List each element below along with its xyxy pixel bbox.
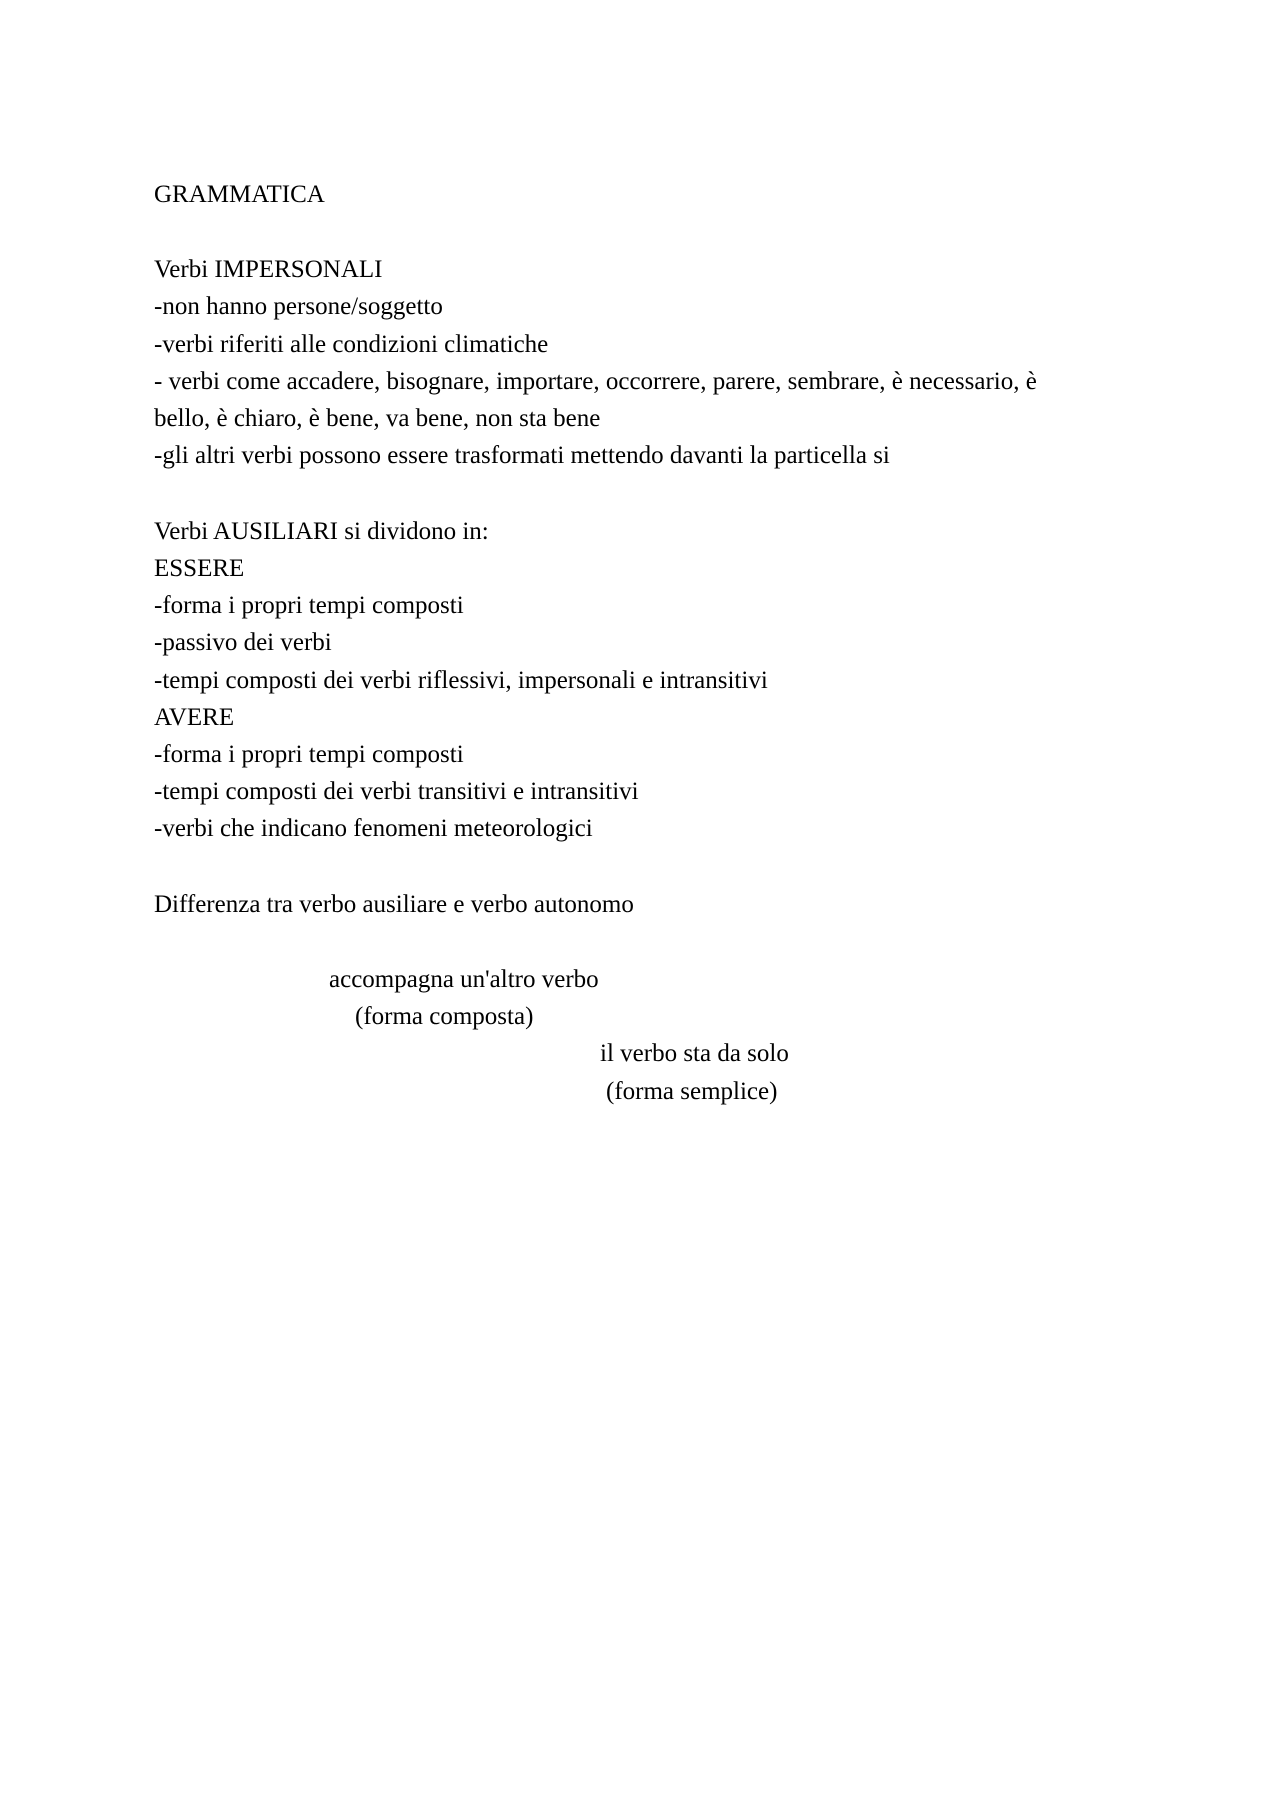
differenza-heading: Differenza tra verbo ausiliare e verbo autonomo — [154, 891, 634, 918]
document-title: GRAMMATICA — [154, 181, 325, 208]
avere-item: -tempi composti dei verbi transitivi e intransitivi — [154, 778, 639, 805]
ausiliare-description: accompagna un'altro verbo — [329, 966, 599, 993]
avere-label: AVERE — [154, 704, 235, 731]
avere-item: -verbi che indicano fenomeni meteorologici — [154, 815, 593, 842]
impersonali-item: bello, è chiaro, è bene, va bene, non sta bene — [154, 405, 601, 432]
autonomo-form: (forma semplice) — [606, 1078, 778, 1105]
impersonali-heading: Verbi IMPERSONALI — [154, 256, 383, 283]
ausiliari-heading: Verbi AUSILIARI si dividono in: — [154, 518, 489, 545]
impersonali-item: -non hanno persone/soggetto — [154, 293, 443, 320]
impersonali-item: -gli altri verbi possono essere trasformati mettendo davanti la particella si — [154, 442, 890, 469]
ausiliare-form: (forma composta) — [355, 1003, 534, 1030]
essere-item: -passivo dei verbi — [154, 629, 332, 656]
impersonali-item: -verbi riferiti alle condizioni climatiche — [154, 331, 549, 358]
essere-item: -tempi composti dei verbi riflessivi, impersonali e intransitivi — [154, 667, 768, 694]
autonomo-description: il verbo sta da solo — [600, 1040, 789, 1067]
essere-item: -forma i propri tempi composti — [154, 592, 464, 619]
essere-label: ESSERE — [154, 555, 245, 582]
avere-item: -forma i propri tempi composti — [154, 741, 464, 768]
impersonali-item: - verbi come accadere, bisognare, importare, occorrere, parere, sembrare, è necessario, è — [154, 368, 1037, 395]
